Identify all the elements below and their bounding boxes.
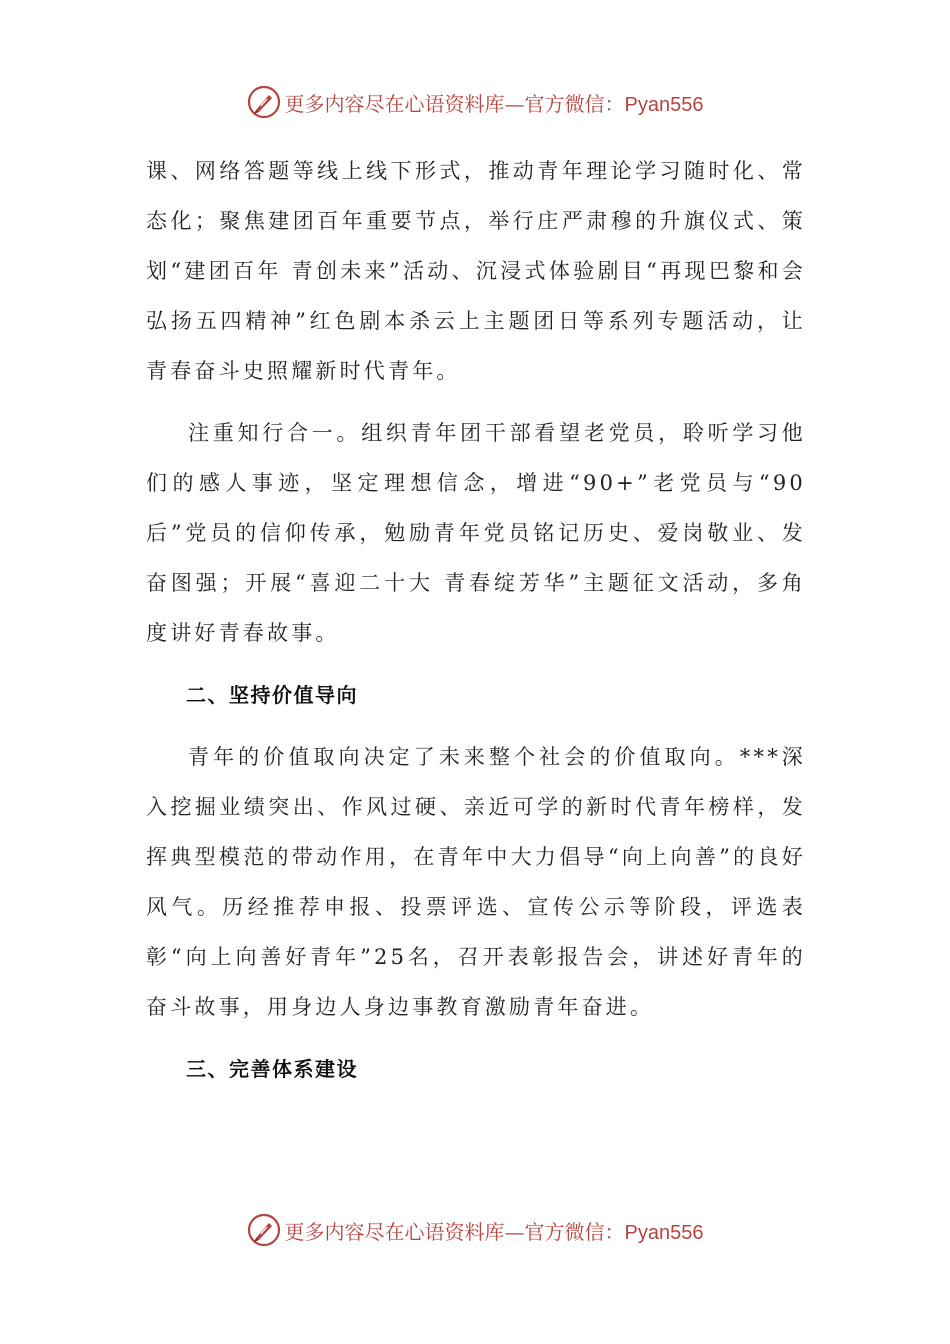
footer-banner-text: 更多内容尽在心语资料库—官方微信：Pyan556	[284, 1219, 704, 1244]
footer-wechat-handle: Pyan556	[624, 1221, 704, 1244]
header-wechat-handle: Pyan556	[624, 93, 704, 116]
pen-nib-logo-icon	[247, 1213, 281, 1247]
paragraph-1: 课、网络答题等线上线下形式，推动青年理论学习随时化、常态化；聚焦建团百年重要节点，举行庄严肃穆的升旗仪式、策划“建团百年 青创未来”活动、沉浸式体验剧目“再现巴黎和会 弘扬五四精神”红色剧本杀云上主题团日等系列专题活动，让青春奋斗史照耀新时代青年。	[146, 159, 806, 383]
document-body	[146, 146, 806, 1106]
paragraph-3: 青年的价值取向决定了未来整个社会的价值取向。***深入挖掘业绩突出、作风过硬、亲近可学的新时代青年榜样，发挥典型模范的带动作用，在青年中大力倡导“向上向善”的良好风气。历经推荐申报、投票评选、宣传公示等阶段，评选表彰“向上向善好青年”25名，召开表彰报告会，讲述好青年的奋斗故事，用身边人身边事教育激励青年奋进。	[146, 745, 806, 1019]
header-banner-text: 更多内容尽在心语资料库—官方微信：Pyan556	[284, 91, 704, 116]
section-heading-2: 二、坚持价值导向	[186, 683, 358, 707]
section-heading-3: 三、完善体系建设	[186, 1057, 358, 1081]
paragraph-2: 注重知行合一。组织青年团干部看望老党员，聆听学习他们的感人事迹，坚定理想信念，增进“90+”老党员与“90后”党员的信仰传承，勉励青年党员铭记历史、爱岗敬业、发奋图强；开展“喜迎二十大 青春绽芳华”主题征文活动，多角度讲好青春故事。	[146, 421, 806, 645]
header-banner	[0, 82, 950, 122]
pen-nib-logo-icon	[247, 85, 281, 119]
footer-banner	[0, 1210, 950, 1250]
